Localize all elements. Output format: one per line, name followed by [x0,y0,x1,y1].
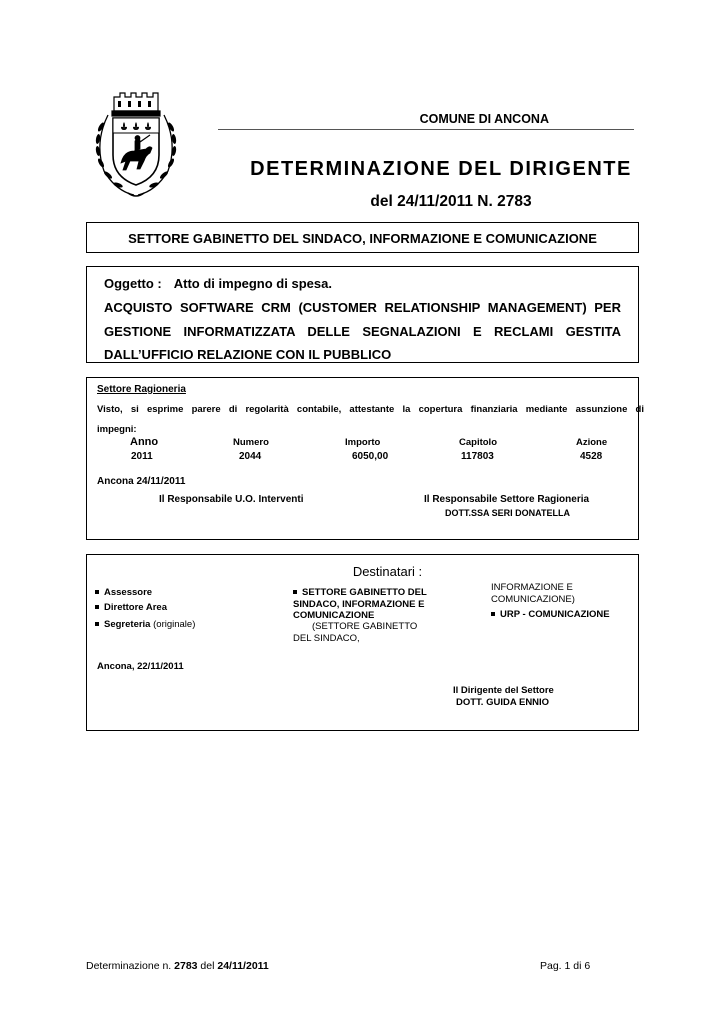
oggetto-text: Atto di impegno di spesa. [173,276,332,291]
dest-col3-line-1: INFORMAZIONE E [491,582,573,593]
bullet-icon [95,590,99,594]
oggetto-line-2: GESTIONE INFORMATIZZATA DELLE SEGNALAZIONI E RECLAMI GESTITA [104,324,621,339]
header-capitolo: Capitolo [459,437,497,448]
value-anno: 2011 [131,451,153,462]
oggetto-heading [104,276,621,291]
responsabile-settore-name: DOTT.SSA SERI DONATELLA [445,508,571,518]
value-azione: 4528 [580,451,603,462]
footer-page-number: Pag. 1 di 6 [540,960,591,972]
bullet-icon [491,612,495,616]
comune-header: COMUNE DI ANCONA [419,112,549,126]
dest-col3-line-2: COMUNICAZIONE) [491,593,575,605]
dest-settore-line-1: SETTORE GABINETTO DEL [293,587,427,599]
dest-settore-line-2: SINDACO, INFORMAZIONE E [293,598,425,610]
responsabile-uo: Il Responsabile U.O. Interventi [159,494,304,505]
value-capitolo: 117803 [461,451,494,462]
document-title: DETERMINAZIONE DEL DIRIGENTE [250,158,632,180]
destinatari-box [86,554,639,731]
ragioneria-impegni: impegni: [97,424,137,435]
bullet-icon [293,590,297,594]
value-numero: 2044 [239,451,262,462]
oggetto-line-1: ACQUISTO SOFTWARE CRM (CUSTOMER RELATIONSHIP MANAGEMENT) PER [104,300,621,315]
dest-segreteria: Segreteria (originale) [95,619,195,630]
destinatari-title: Destinatari : [352,564,423,579]
destinatari-date: Ancona, 22/11/2011 [97,661,184,672]
dest-urp: URP - COMUNICAZIONE [491,609,610,620]
oggetto-label: Oggetto : [104,276,162,291]
header-divider [218,129,634,130]
ragioneria-title: Settore Ragioneria [97,384,186,395]
dest-settore-normal [293,621,417,644]
header-anno: Anno [130,436,159,448]
dirigente-title: Il Dirigente del Settore [453,685,554,696]
dest-settore-line-5: DEL SINDACO, [293,632,360,644]
responsabile-settore: Il Responsabile Settore Ragioneria [424,494,590,505]
header-importo: Importo [345,437,381,448]
header-azione: Azione [576,437,608,448]
dest-settore-line-4: (SETTORE GABINETTO [312,621,418,632]
header-numero: Numero [233,437,269,448]
dirigente-name: DOTT. GUIDA ENNIO [456,697,550,708]
ragioneria-visto: Visto, si esprime parere di regolarità contabile, attestante la copertura finanziaria mediante assunzione di [97,404,644,415]
document-subtitle: del 24/11/2011 N. 2783 [370,193,532,210]
ragioneria-date: Ancona 24/11/2011 [97,476,186,487]
dest-direttore: Direttore Area [95,602,167,613]
oggetto-line-3: DALL’UFFICIO RELAZIONE CON IL PUBBLICO [104,347,392,362]
dest-assessore: Assessore [95,587,152,598]
footer-determinazione: Determinazione n. 2783 del 24/11/2011 [86,960,269,972]
dest-col3 [491,582,575,605]
coat-of-arms-logo [80,85,192,203]
bullet-icon [95,622,99,626]
dest-settore-line-3: COMUNICAZIONE [293,610,375,621]
oggetto-box [86,266,639,363]
settore-box: SETTORE GABINETTO DEL SINDACO, INFORMAZIONE E COMUNICAZIONE [86,222,639,253]
ragioneria-box [86,377,644,540]
bullet-icon [95,605,99,609]
value-importo: 6050,00 [352,451,389,462]
dest-settore-bold [293,587,427,622]
